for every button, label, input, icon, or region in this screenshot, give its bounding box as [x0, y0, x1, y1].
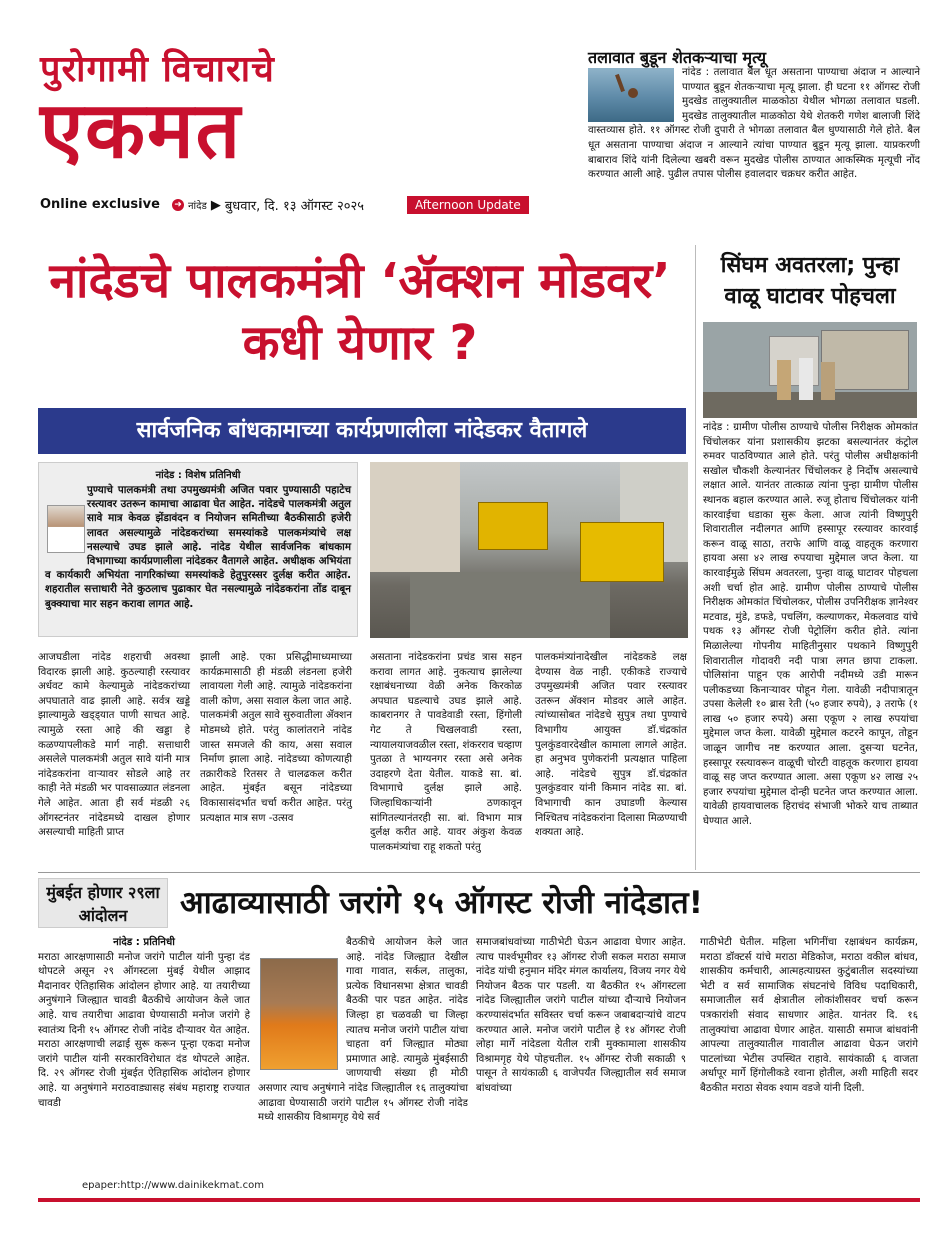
- jarange-column-1: [38, 936, 250, 1111]
- lead-column-3-text: असताना नांदेडकरांना प्रचंड त्रास सहन करावा लागत आहे. नुकत्याच झालेल्या रक्षाबंधनाच्या वेळी अनेक किरकोळ अपघात घडल्याचे उघड झाले आहे. काबरानगर ते पावडेवाडी रस्ता, हिंगोली गेट ते चिखलवाडी रस्ता, न्यायालयाजवळील रस्ता, शंकरराव चव्हाण पुतळा ते भाग्यनगर रस्ता असे अनेक उदाहरणे देता येतील. याकडे सा. बां. विभागाचे दुर्लक्ष झाले आहे. जिल्हाधिकाऱ्यांनी ठणकावून सांगितल्यानंतरही सा. बां. विभाग मात्र दुर्लक्ष करीत आहे. यावर अंकुश केवळ पालकमंत्र्यांचा राहू शकतो परंतु: [370, 652, 522, 853]
- lead-headline: नांदेडचे पालकमंत्री ‘ॲक्शन मोडवर’ कधी येणार ?: [49, 253, 671, 371]
- drowning-story-headline: तलावात बुडून शेतकऱ्याचा मृत्यू: [588, 48, 767, 67]
- lead-intro-text: पुण्याचे पालकमंत्री तथा उपमुख्यमंत्री अजित पवार पुण्यासाठी पहाटेच रस्त्यावर उतरून कामाचा आढावा घेत आहेत. नांदेडचे पालकमंत्री अतुल सावे मात्र केवळ झेंडावंदन व नियोजन समितीच्या बैठकीसाठी हजेरी लावत असल्यामुळे नांदेडकरांच्या समस्यांकडे पालकमंत्र्यांचे लक्ष नसल्याचे उघड झाले आहे. नांदेड येथील सार्वजनिक बांधकाम विभागाच्या कार्यप्रणालीला नांदेडकर वैतागले आहेत. अधीक्षक अभियंता व कार्यकारी अभियंता नागरिकांच्या समस्यांकडे हेतुपुरस्सर दुर्लक्ष करीत आहेत. शहरातील सत्ताधारी नेते कुठलाच पुढाकार घेत नसल्यामुळे नांदेडकरांना तोंड दाबून बुक्क्याचा मार सहन करावा लागत आहे.: [45, 484, 351, 610]
- footer-bar: [38, 1198, 920, 1202]
- masthead-tagline: पुरोगामी विचाराचे: [40, 49, 275, 90]
- drowning-photo: [588, 68, 674, 122]
- lead-column-3: [370, 651, 522, 855]
- lead-column-4-text: पालकमंत्र्यांनादेखील नांदेडकडे लक्ष देण्यास वेळ नाही. एकीकडे राज्याचे उपमुख्यमंत्री अजित पवार रस्त्यावर उतरून ॲक्शन मोडवर आले आहेत. त्यांच्यासोबत नांदेडचे सुपुत्र तथा पुण्याचे विभागीय आयुक्त डॉ.चंद्रकांत पुलकुंडवारदेखील कामाला लागले आहेत. हा अनुभव पुणेकरांनी प्रत्यक्षात पाहिला आहे. नांदेडचे सुपुत्र डॉ.चंद्रकांत पुलकुंडवार यांनी किमान नांदेड सा. बां. विभागाची कान उघाडणी केल्यास निश्चितच नांदेडकरांना दिलासा मिळण्याची शक्यता आहे.: [535, 652, 687, 839]
- lead-column-2-text: झाली आहे. एका प्रसिद्धीमाध्यमाच्या कार्यक्रमासाठी ही मंडळी लंडनला हजेरी लावायला गेली आहे. त्यामुळे नांदेडकरांना वाली कोण, असा सवाल केला जात आहे. पालकमंत्री अतुल सावे सुरुवातीला ॲक्शन मोडमध्ये होते. परंतु कालांतराने नांदेड जास्त समजले की काय, असा सवाल निर्माण झाला आहे. नांदेडच्या कोणत्याही तक्रारीकडे रितसर ते चालढकल करीत आहेत. मुंबईत बसून नांदेडच्या विकासासंदर्भात चर्चा करीत आहेत. परंतु प्रत्यक्षात मात्र सण -उत्सव: [200, 652, 352, 824]
- jarange-column-3-text: समाजबांधवांच्या गाठीभेटी घेऊन आढावा घेणार आहेत. त्याच पार्श्वभूमीवर १३ ऑगस्ट रोजी सकल मराठा समाज नांदेड यांची हनुमान मंदिर मंगल कार्यालय, विजय नगर येथे नियोजन बैठक पार पडली. या बैठकीत १५ ऑगस्टला नांदेड जिल्ह्यातील जरांगे पाटील यांच्या दौऱ्याचे नियोजन करण्यासंदर्भात सविस्तर चर्चा करून जबाबदाऱ्यांचे वाटप करण्यात आले. मनोज जरांगे पाटील हे १४ ऑगस्ट रोजी लोहा मार्गे नांदेडला येतील रात्री मुक्कामाला शासकीय विश्रामगृह येथे पोहचतील. १५ ऑगस्ट रोजी सकाळी ९ पासून ते सायंकाळी ६ वाजेपर्यंत जिल्ह्यातील सर्व समाज बांधवांच्या: [476, 937, 687, 1094]
- lead-column-2: [200, 651, 352, 826]
- jarange-column-1-text: मराठा आरक्षणासाठी मनोज जरांगे पाटील यांनी पुन्हा दंड थोपटले असून २९ ऑगस्टला मुंबई येथील आझाद मैदानावर ऐतिहासिक आंदोलन होणार आहे. या तयारीच्या अनुषंगाने जिल्ह्यात चावडी बैठकीचे आयोजन केले जात आहे. याच तयारीचा आढावा घेण्यासाठी मनोज जरांगे हे स्वातंत्र्य दिनी १५ ऑगस्ट रोजी नांदेड दौऱ्यावर येत आहेत. मराठा आरक्षणाची लढाई सुरू करून पून्हा एकदा मनोज जरांगे पाटील यांनी सरकारविरोधात दंड थोपटले आहेत. दि. २९ ऑगस्ट रोजी मुंबईत ऐतिहासिक आंदोलन होणार आहे. या अनुषंगाने मराठवाड्यासह संबंध महाराष्ट्र राज्यात चावडी: [38, 951, 250, 1109]
- epaper-link[interactable]: epaper:http://www.dainikekmat.com: [82, 1180, 264, 1191]
- lead-column-1: [38, 651, 190, 841]
- minister-photo: [47, 505, 85, 553]
- dateline-date: बुधवार, दि. १३ ऑगस्ट २०२५: [224, 199, 364, 214]
- lead-column-1-text: आजघडीला नांदेड शहराची अवस्था विदारक झाली आहे. कुठल्याही रस्त्यावर अर्धवट कामे केल्यामुळे नांदेडकरांच्या अपघाताते वाढ झाली आहे. सर्वत्र खड्डे झाल्यामुळे खड्ड्यात पाणी साचत आहे. त्यामुळे रस्ता आहे की खड्डा हे कळण्यापलीकडे मार्ग नाही. सत्ताधारी असलेले पालकमंत्री अतुल सावे यांनी मात्र नांदेडकरांना वाऱ्यावर सोडले आहे तर काही नेते मंडळी भर पावसाळ्यात लंडनला गेले आहेत. आता ही सर्व मंडळी २६ ऑगस्टनंतर नांदेडमध्ये दाखल होणार असल्याची माहिती प्राप्त: [38, 652, 190, 839]
- jarange-column-2-text: बैठकीचे आयोजन केले जात आहे. नांदेड जिल्ह्यात देखील गावा गावात, सर्कल, तालुका, प्रत्येक विधानसभा क्षेत्रात चावडी बैठकी पार पडत आहेत. नांदेड जिल्हा हा चळवळी चा जिल्हा त्यातच मनोज जरांगे पाटील यांचा चाहता वर्ग जिल्ह्यात मोठ्या प्रमाणात आहे. त्यामुळे मुंबईसाठी जाणयाची संख्या ही मोठी असणार त्याच अनुषंगाने नांदेड जिल्ह्यातील १६ तालुक्यांचा आढावा घेण्यासाठी जरांगे पाटील १५ ऑगस्ट रोजी नांदेड मध्ये शासकीय विश्रामगृह येथे सर्व: [258, 937, 468, 1124]
- singham-headline: सिंघम अवतरला; पुन्हा वाळू घाटावर पोहचला: [720, 253, 900, 309]
- jarange-column-4: [700, 936, 918, 1097]
- arrow-right-icon: ➜: [172, 199, 184, 211]
- section-divider: [38, 872, 920, 873]
- drowning-story-text: नांदेड : तलावात बैल धूत असताना पाण्याचा अंदाज न आल्याने पाण्यात बुडून शेतकऱ्याचा मृत्यू झाला. ही घटना ११ ऑगस्ट रोजी मुदखेड तालुक्यातील माळकोठा येथील भोगळा तलावात घडली. मुदखेड तालुक्यातील माळकोठा येथे शेतकरी गणेश बालाजी शिंदे वास्तव्यास होते. ११ ऑगस्ट रोजी दुपारी ते भोगळा तलावात बैल धुण्यासाठी गेले होते. बैल धूत असताना पाण्याचा अंदाज न आल्याने त्यांचा पाण्यात बुडून मृत्यू झाला. याप्रकरणी बाबाराव शिंदे यांनी दिलेल्या खबरी वरून मुदखेड पोलीस ठाण्यात आकस्मिक मृत्यूची नोंद करण्यात आली आहे. पुढील तपास पोलीस हवालदार चक्रधर करीत आहेत.: [588, 67, 920, 181]
- singham-body: नांदेड : ग्रामीण पोलीस ठाण्याचे पोलीस निरीक्षक ओमकांत चिंचोलकर यांना प्रशासकीय झटका बसल्यानंतर कंट्रोल रुमवर पाठविण्यात आले होते. परंतु पोलीस अधीक्षकांनी सखोल चौकशी केल्यानंतर चिंचोलकर हे निर्दोष असल्याचे लक्षात आले. यानंतर तात्काळ त्यांना पुन्हा ग्रामीण पोलीस स्थानक बहाल करण्यात आले. रुजू होताच चिंचोलकर यांनी कारवाईचा धडाका सुरू केला. आज त्यांनी विष्णुपुरी शिवारातील नदीलगत आणि हस्सापूर रस्त्यावर कारवाई करून वाळू साठा, तराफे आणि वाळू वाहतूक करणारा हायवा असा ४२ लाख रुपयाचा मुद्देमाल जप्त केला. या कारवाईमुळे सिंघम अवतरला, पुन्हा वाळू घाटावर पोहचला अशी चर्चा होत आहे. ग्रामीण पोलीस ठाण्याचे पोलीस निरीक्षक ओमकांत चिंचोलकर, पोलीस उपनिरीक्षक ज्ञानेश्वर मटवाड, मुंडे, डफडे, पचलिंग, कल्याणकर, मेकलवाड यांचे पथक १३ ऑगस्ट रोजी पेट्रोलिंग करीत होते. त्यांना मिळालेल्या गोपनीय माहितीनुसार पथकाने विष्णुपुरी शिवारातील गोदावरी नदी पात्रा लगत छापा टाकला. पोलिसांना पाहून एक आरोपी नदीमध्ये उडी मारून पलीकडच्या किनाऱ्यावर पोहून गेला. यावेळी नदीपात्रातून उपसा केलेली १० ब्रास रेती (५० हजार रुपये), ३ तराफे (१ लाख ५० हजार रुपये) असा एकूण २ लाख रुपयांचा मुद्देमाल जप्त केला. यावेळी मुद्देमाल कटरने कापून, तोडून जाळून जागीच नष्ट करण्यात आला. दुसऱ्या घटनेत, हस्सापूर रस्त्यावरून वाळूची चोरटी वाहतूक करणारा हायवा वाळू सह जप्त करण्यात आला. असा एकूण ४२ लाख २५ हजार रुपयांचा मुद्देमाल दोन्ही घटनेत जप्त करण्यात आला. यावेळी हायवाचालक हिराचंद संभाजी भोकरे याच ताब्यात घेण्यात आले.: [703, 422, 918, 828]
- jarange-byline: नांदेड : प्रतिनिधी: [113, 937, 175, 948]
- lead-column-4: [535, 651, 687, 841]
- jarange-photo: [260, 958, 338, 1070]
- jarange-headline: आढाव्यासाठी जरांगे १५ ऑगस्ट रोजी नांदेडात!: [180, 885, 703, 921]
- road-repair-photo: [370, 462, 688, 638]
- jarange-column-4-text: गाठीभेटी घेतील. महिला भगिनींचा रक्षाबंधन कार्यक्रम, मराठा डॉक्टर्स यांचे मराठा मेडिकोज, मराठा वकील बांधव, शासकीय कर्मचारी, आत्महत्याग्रस्त कुटुंबातील सदस्यांच्या भेटी व सर्व सामाजिक संघटनांचे विविध पदाधिकारी, समाजातील सर्व क्षेत्रातील लोकांशीसवर चर्चा करून पत्रकारांशी संवाद साधणार आहेत. यानंतर दि. १६ तालुक्यांचा आढावा घेणार आहेत. यासाठी समाज बांधवांनी आपल्या तालुक्यातील गावातील आढावा घेऊन जरांगे पाटलांच्या भेटीस उपस्थित राहावे. सायंकाळी ६ वाजता अर्धापूर मार्गे हिंगोलीकडे रवाना होतील, अशी माहिती सदर बैठकीत मराठा सेवक श्याम वडजे यांनी दिली.: [700, 937, 918, 1094]
- jarange-label-box: मुंबईत होणार २९ला आंदोलन: [38, 878, 168, 928]
- lead-intro-box: [38, 462, 358, 637]
- online-exclusive-label: Online exclusive: [40, 197, 160, 212]
- dateline: [172, 196, 364, 214]
- jarange-column-3: [476, 936, 686, 1097]
- masthead-logo: एकमत: [40, 86, 243, 176]
- edition-badge: Afternoon Update: [407, 196, 529, 214]
- singham-photo: [703, 322, 917, 418]
- dateline-place: नांदेड: [188, 201, 207, 212]
- lead-subheadline: सार्वजनिक बांधकामाच्या कार्यप्रणालीला नांदेडकर वैतागले: [38, 408, 686, 454]
- lead-byline: नांदेड : विशेष प्रतिनिधी: [155, 470, 241, 481]
- play-icon: ▶: [210, 197, 221, 213]
- lead-intro: [45, 483, 351, 611]
- column-divider: [695, 245, 696, 870]
